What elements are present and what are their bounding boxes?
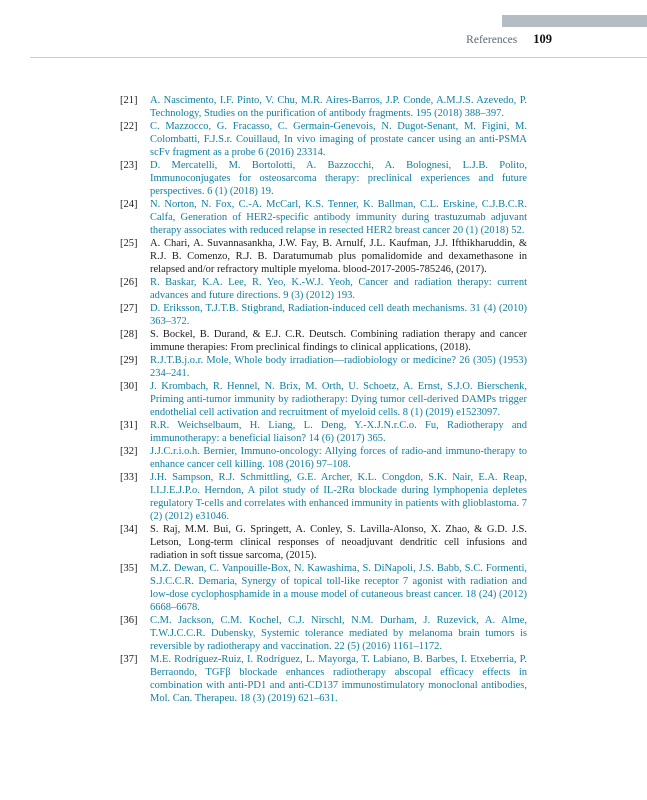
reference-item — [120, 653, 527, 705]
reference-number: [34] — [120, 524, 138, 535]
reference-number: [25] — [120, 238, 138, 249]
reference-item — [120, 523, 527, 562]
reference-number: [23] — [120, 160, 138, 171]
reference-text[interactable]: C.M. Jackson, C.M. Kochel, C.J. Nirschl, N.M. Durham, J. Ruzevick, A. Alme, T.W.J.C.C.R. Dubensky, Systemic tolerance mediated by melanoma brain tumors is reversible by radiotherapy and vaccination. 22 (5) (2016) 1161–1172. — [150, 615, 527, 652]
reference-item — [120, 328, 527, 354]
reference-number: [27] — [120, 303, 138, 314]
reference-text[interactable]: J. Krombach, R. Hennel, N. Brix, M. Orth, U. Schoetz, A. Ernst, S.J.O. Bierschenk, Priming anti-tumor immunity by radiotherapy: Dying tumor cell-derived DAMPs trigger endothelial cell activation and recruitment of myeloid cells. 8 (1) (2019) e1523097. — [150, 381, 527, 418]
reference-text[interactable]: N. Norton, N. Fox, C.-A. McCarl, K.S. Tenner, K. Ballman, C.L. Erskine, C.J.B.C.R. Calfa, Generation of HER2-specific antibody immunity during trastuzumab adjuvant therapy associates with reduced relapse in resected HER2 breast cancer 20 (1) (2018) 52. — [150, 199, 527, 236]
reference-item — [120, 419, 527, 445]
reference-text[interactable]: M.E. Rodríguez-Ruiz, I. Rodríguez, L. Mayorga, T. Labiano, B. Barbes, I. Etxeberria, P. Berraondo, TGFβ blockade enhances radiotherapy abscopal efficacy effects in combination with anti-PD1 and anti-CD137 immunostimulatory monoclonal antibodies, Mol. Can. Therapeu. 18 (3) (2019) 621–631. — [150, 654, 527, 704]
reference-number: [22] — [120, 121, 138, 132]
reference-text: S. Raj, M.M. Bui, G. Springett, A. Conley, S. Lavilla-Alonso, X. Zhao, & G.D. J.S. Letson, Long-term clinical responses of neoadjuvant dendritic cell infusions and radiation in soft tissue sarcoma, (2015). — [150, 524, 527, 561]
page-number: 109 — [533, 32, 552, 46]
reference-item — [120, 120, 527, 159]
reference-item — [120, 471, 527, 523]
reference-item — [120, 276, 527, 302]
reference-text[interactable]: D. Mercatelli, M. Bortolotti, A. Bazzocchi, A. Bolognesi, L.J.B. Polito, Immunoconjugates for osteosarcoma therapy: preclinical experiences and future perspectives. 6 (1) (2018) 19. — [150, 160, 527, 197]
reference-text[interactable]: J.H. Sampson, R.J. Schmittling, G.E. Archer, K.L. Congdon, S.K. Nair, E.A. Reap, I.I.J.E.J.P.o. Herndon, A pilot study of IL-2Rα blockade during lymphopenia depletes regulatory T-cells and correlates with enhanced immunity in patients with glioblastoma. 7 (2) (2012) e31046. — [150, 472, 527, 522]
reference-item — [120, 94, 527, 120]
reference-item — [120, 614, 527, 653]
reference-number: [37] — [120, 654, 138, 665]
reference-item — [120, 198, 527, 237]
reference-text[interactable]: A. Nascimento, I.F. Pinto, V. Chu, M.R. Aires-Barros, J.P. Conde, A.M.J.S. Azevedo, P. Technology, Studies on the purification of antibody fragments. 195 (2018) 388–397. — [150, 95, 527, 119]
reference-item — [120, 562, 527, 614]
reference-text[interactable]: C. Mazzocco, G. Fracasso, C. Germain-Genevois, N. Dugot-Senant, M. Figini, M. Colombatti, F.J.S.r. Couillaud, In vivo imaging of prostate cancer using an anti-PSMA scFv fragment as a probe 6 (2016) 23314. — [150, 121, 527, 158]
reference-number: [28] — [120, 329, 138, 340]
reference-list — [120, 94, 527, 705]
reference-text: S. Bockel, B. Durand, & E.J. C.R. Deutsch. Combining radiation therapy and cancer immune therapies: From preclinical findings to clinical applications, (2018). — [150, 329, 527, 353]
reference-item — [120, 354, 527, 380]
reference-number: [36] — [120, 615, 138, 626]
reference-number: [26] — [120, 277, 138, 288]
reference-text[interactable]: R.J.T.B.j.o.r. Mole, Whole body irradiation—radiobiology or medicine? 26 (305) (1953) 234–241. — [150, 355, 527, 379]
page-content — [120, 94, 527, 705]
reference-number: [33] — [120, 472, 138, 483]
reference-item — [120, 445, 527, 471]
reference-text[interactable]: R. Baskar, K.A. Lee, R. Yeo, K.-W.J. Yeoh, Cancer and radiation therapy: current advances and future directions. 9 (3) (2012) 193. — [150, 277, 527, 301]
reference-item — [120, 302, 527, 328]
reference-number: [35] — [120, 563, 138, 574]
reference-number: [29] — [120, 355, 138, 366]
reference-number: [31] — [120, 420, 138, 431]
reference-text[interactable]: R.R. Weichselbaum, H. Liang, L. Deng, Y.-X.J.N.r.C.o. Fu, Radiotherapy and immunotherapy: a beneficial liaison? 14 (6) (2017) 365. — [150, 420, 527, 444]
reference-number: [21] — [120, 95, 138, 106]
reference-text[interactable]: J.J.C.r.i.o.h. Bernier, Immuno-oncology: Allying forces of radio-and immuno-therapy to enhance cancer cell killing. 108 (2016) 97–108. — [150, 446, 527, 470]
reference-item — [120, 237, 527, 276]
reference-number: [30] — [120, 381, 138, 392]
reference-number: [24] — [120, 199, 138, 210]
reference-item — [120, 380, 527, 419]
reference-text: A. Chari, A. Suvannasankha, J.W. Fay, B. Arnulf, J.L. Kaufman, J.J. Ifthikharuddin, & R.J. B. Comenzo, R.J. B. Daratumumab plus pomalidomide and dexamethasone in relapsed and/or refractory multiple myeloma. blood-2017-2005-785246, (2017). — [150, 238, 527, 275]
reference-text[interactable]: M.Z. Dewan, C. Vanpouille-Box, N. Kawashima, S. DiNapoli, J.S. Babb, S.C. Formenti, S.J.C.C.R. Demaria, Synergy of topical toll-like receptor 7 agonist with radiation and low-dose cyclophosphamide in a mouse model of cutaneous breast cancer. 18 (24) (2012) 6668–6678. — [150, 563, 527, 613]
page-header — [30, 0, 647, 58]
reference-number: [32] — [120, 446, 138, 457]
reference-item — [120, 159, 527, 198]
reference-text[interactable]: D. Eriksson, T.J.T.B. Stigbrand, Radiation-induced cell death mechanisms. 31 (4) (2010) 363–372. — [150, 303, 527, 327]
running-head-title: References — [466, 34, 518, 46]
